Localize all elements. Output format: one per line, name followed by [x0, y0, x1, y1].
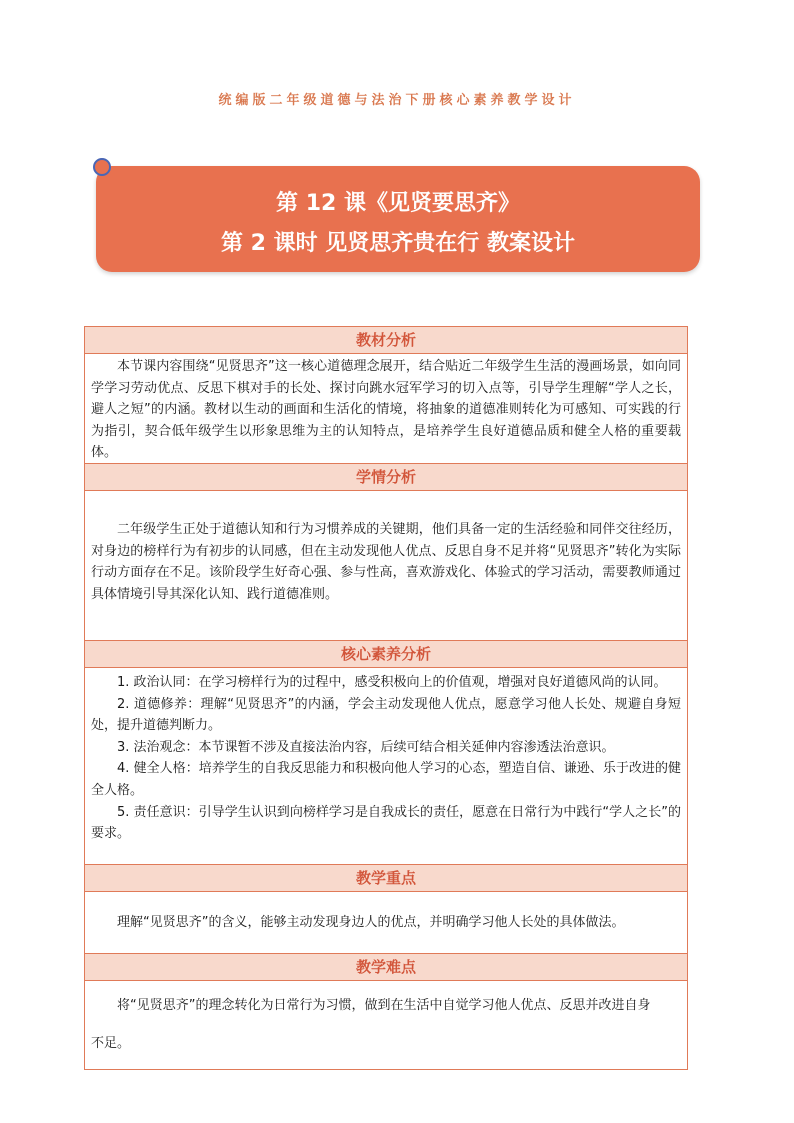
running-title: 统编版二年级道德与法治下册核心素养教学设计: [218, 93, 576, 108]
competency-item: 5. 责任意识：引导学生认识到向榜样学习是自我成长的责任，愿意在日常行为中践行“学人之长”的要求。: [91, 804, 681, 842]
section-body-learners: [85, 491, 687, 641]
section-heading-learners: 学情分析: [85, 464, 687, 491]
teaching-difficulty-text: 将“见贤思齐”的理念转化为日常行为习惯，做到在生活中自觉学习他人优点、反思并改进自身: [117, 998, 651, 1013]
competency-item: 3. 法治观念：本节课暂不涉及直接法治内容，后续可结合相关延伸内容渗透法治意识。: [117, 739, 615, 755]
section-body-textbook: [85, 354, 687, 464]
lesson-plan-table: [84, 326, 688, 1070]
section-heading-difficulty: 教学难点: [85, 954, 687, 981]
competency-item: 1. 政治认同：在学习榜样行为的过程中，感受积极向上的价值观，增强对良好道德风尚的认同。: [117, 675, 667, 690]
teaching-focus-text: 理解“见贤思齐”的含义，能够主动发现身边人的优点，并明确学习他人长处的具体做法。: [117, 915, 625, 930]
section-body-competency: [85, 668, 687, 865]
section-heading-competency: 核心素养分析: [85, 641, 687, 668]
teaching-difficulty-text-end: 不足。: [91, 1035, 131, 1051]
lesson-title: 第 12 课《见贤要思齐》: [276, 191, 520, 216]
textbook-analysis-text: 本节课内容围绕“见贤思齐”这一核心道德理念展开，结合贴近二年级学生生活的漫画场景，如向同学学习劳动优点、反思下棋对手的长处、探讨向跳水冠军学习的切入点等，引导学生理解“学人之长，避人之短”的内涵。教材以生动的画面和生活化的情境，将抽象的道德准则转化为可感知、可实践的行为指引，契合低年级学生以形象思维为主的认知特点，是培养学生良好道德品质和健全人格的重要载体。: [91, 359, 681, 461]
section-body-focus: [85, 892, 687, 954]
lesson-subtitle: 第 2 课时 见贤思齐贵在行 教案设计: [221, 231, 575, 256]
title-banner: [96, 166, 700, 272]
learner-analysis-text: 二年级学生正处于道德认知和行为习惯养成的关键期，他们具备一定的生活经验和同伴交往经历，对身边的榜样行为有初步的认同感，但在主动发现他人优点、反思自身不足并将“见贤思齐”转化为实际行动方面存在不足。该阶段学生好奇心强、参与性高，喜欢游戏化、体验式的学习活动，需要教师通过具体情境引导其深化认知、践行道德准则。: [91, 522, 681, 602]
competency-item: 4. 健全人格：培养学生的自我反思能力和积极向他人学习的心态，塑造自信、谦逊、乐于改进的健全人格。: [91, 761, 681, 798]
section-heading-focus: 教学重点: [85, 865, 687, 892]
competency-item: 2. 道德修养：理解“见贤思齐”的内涵，学会主动发现他人优点，愿意学习他人长处、规避自身短处，提升道德判断力。: [91, 696, 681, 734]
decorative-dot-icon: [93, 158, 111, 176]
section-heading-textbook: 教材分析: [85, 327, 687, 354]
section-body-difficulty: [85, 981, 687, 1069]
